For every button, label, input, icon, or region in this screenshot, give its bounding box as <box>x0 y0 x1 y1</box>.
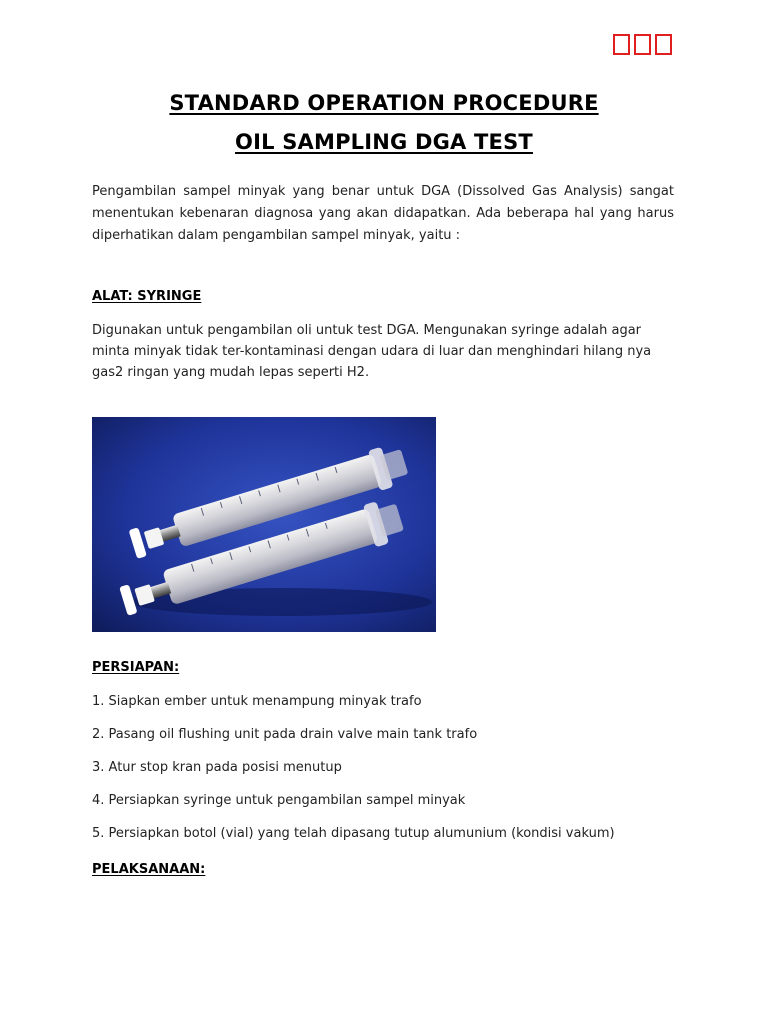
section-heading-alat: ALAT: SYRINGE <box>92 289 202 304</box>
preparation-steps <box>92 693 692 858</box>
list-item: 3. Atur stop kran pada posisi menutup <box>92 760 342 775</box>
syringe-description: Digunakan untuk pengambilan oli untuk test DGA. Mengunakan syringe adalah agar minta minyak tidak ter-kontaminasi dengan udara di luar dan menghindari hilang nya gas2 ringan yang mudah lepas seperti H2. <box>92 323 652 380</box>
intro-paragraph: Pengambilan sampel minyak yang benar untuk DGA (Dissolved Gas Analysis) sangat menentukan kebenaran diagnosa yang akan didapatkan. Ada beberapa hal yang harus diperhatikan dalam pengambilan sampel minyak, yaitu : <box>92 184 674 243</box>
missing-glyph-icon <box>655 34 672 55</box>
list-item: 4. Persiapkan syringe untuk pengambilan sampel minyak <box>92 793 466 808</box>
document-title: STANDARD OPERATION PROCEDURE <box>169 91 599 115</box>
section-heading-pelaksanaan: PELAKSANAAN: <box>92 862 206 877</box>
list-item: 2. Pasang oil flushing unit pada drain valve main tank trafo <box>92 727 478 742</box>
syringe-photo <box>92 417 436 632</box>
section-heading-persiapan: PERSIAPAN: <box>92 660 180 675</box>
missing-glyph-icon <box>613 34 630 55</box>
list-item: 5. Persiapkan botol (vial) yang telah dipasang tutup alumunium (kondisi vakum) <box>92 826 615 841</box>
list-item: 1. Siapkan ember untuk menampung minyak trafo <box>92 694 422 709</box>
missing-glyph-icon <box>634 34 651 55</box>
missing-glyph-marks <box>613 34 672 55</box>
document-subtitle: OIL SAMPLING DGA TEST <box>235 130 533 154</box>
